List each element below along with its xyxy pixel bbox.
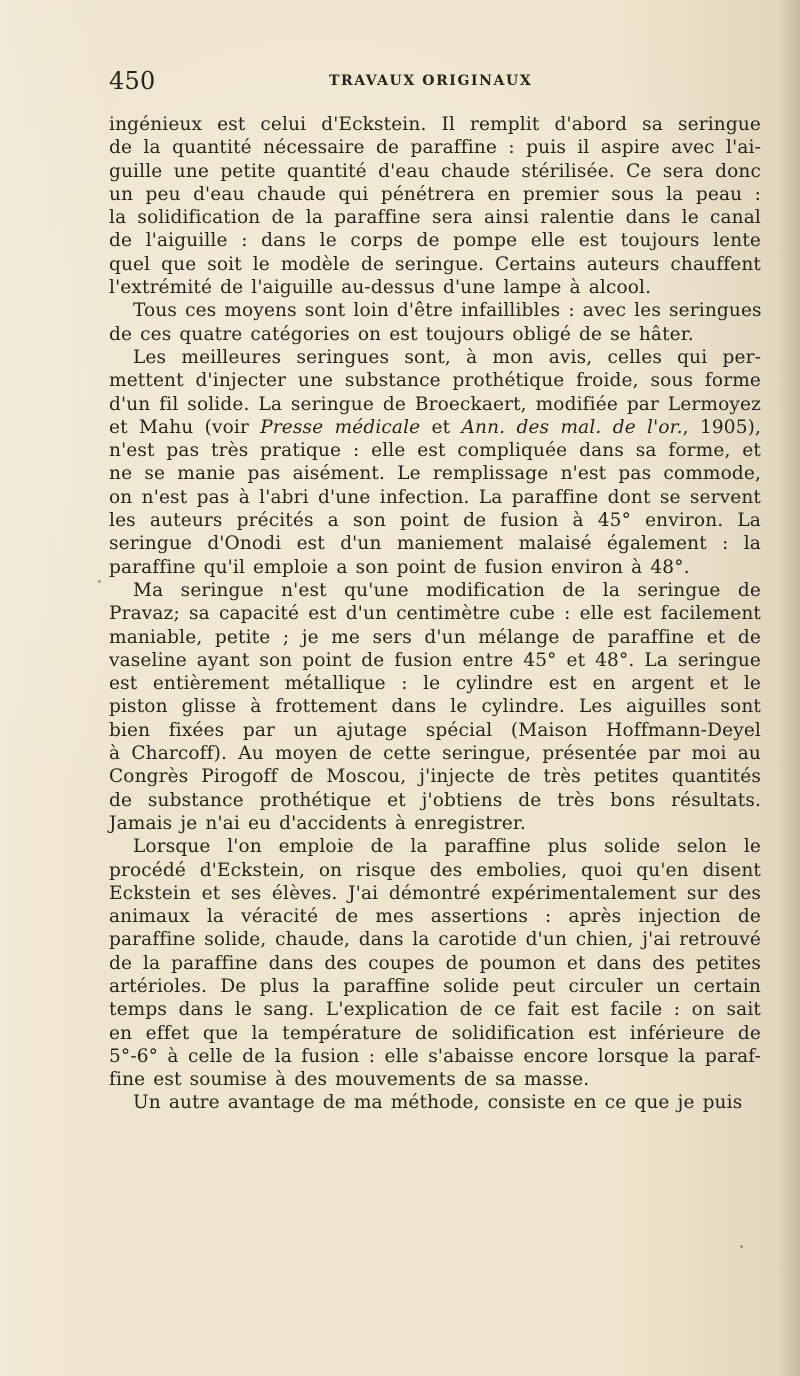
text-line-36: paraffine solide, chaude, dans la carotide d'un chien, j'ai retrouvé xyxy=(109,929,761,951)
text-line-22: Pravaz; sa capacité est d'un centimètre cube : elle est facilement xyxy=(109,603,761,625)
paragraph-start-lorsque: Lorsque l'on emploie de la paraffine plus solide selon le xyxy=(133,836,761,858)
text-line-18: les auteurs précités a son point de fusion à 45° environ. La xyxy=(109,510,761,532)
text-line-1: ingénieux est celui d'Eckstein. Il remplit d'abord sa seringue xyxy=(109,114,761,135)
text-line-10: de ces quatre catégories on est toujours obligé de se hâter. xyxy=(109,323,694,345)
text-line-25: est entièrement métallique : le cylindre est en argent et le xyxy=(109,673,761,695)
text-line-30: de substance prothétique et j'obtiens de très bons résultats. xyxy=(109,789,761,811)
citation-after-text: , 1905), xyxy=(682,416,762,438)
text-line-24: vaseline ayant son point de fusion entre 45° et 48°. La seringue xyxy=(109,649,761,671)
citation-middle-text: et xyxy=(420,416,462,438)
text-line-31: Jamais je n'ai eu d'accidents à enregistrer. xyxy=(109,812,526,834)
text-line-27: bien fixées par un ajutage spécial (Maison Hoffmann-Deyel xyxy=(109,719,761,741)
text-line-40: en effet que la température de solidification est inférieure de xyxy=(109,1022,761,1044)
scan-speck xyxy=(740,1245,743,1248)
text-line-4: un peu d'eau chaude qui pénétrera en premier sous la peau : xyxy=(109,183,761,205)
text-line-15: n'est pas très pratique : elle est compliquée dans sa forme, et xyxy=(109,440,761,462)
text-line-5: la solidification de la paraffine sera ainsi ralentie dans le canal xyxy=(109,207,761,229)
text-line-8: l'extrémité de l'aiguille au-dessus d'une lampe à alcool. xyxy=(109,277,652,299)
text-line-38: artérioles. De plus la paraffine solide peut circuler un certain xyxy=(109,975,761,997)
text-line-33: procédé d'Eckstein, on risque des embolies, quoi qu'en disent xyxy=(109,859,761,881)
citation-before-text: et Mahu (voir xyxy=(109,416,261,438)
page-edge-shadow xyxy=(778,0,800,1376)
text-line-35: animaux la véracité de mes assertions : après injection de xyxy=(109,906,761,928)
citation-annales: Ann. des mal. de l'or. xyxy=(461,416,683,438)
running-head: TRAVAUX ORIGINAUX xyxy=(329,73,533,89)
text-line-16: ne se manie pas aisément. Le remplissage n'est pas commode, xyxy=(109,463,761,485)
text-line-42: fine est soumise à des mouvements de sa masse. xyxy=(109,1069,590,1091)
text-line-26: piston glisse à frottement dans le cylindre. Les aiguilles sont xyxy=(109,696,761,718)
text-line-39: temps dans le sang. L'explication de ce fait est facile : on sait xyxy=(109,999,761,1021)
citation-presse-medicale: Presse médicale xyxy=(260,416,421,438)
article-text xyxy=(109,113,761,1115)
text-line-13: d'un fil solide. La seringue de Broeckaert, modifiée par Lermoyez xyxy=(109,393,761,415)
text-line-17: on n'est pas à l'abri d'une infection. La paraffine dont se servent xyxy=(109,486,761,508)
text-line-20: paraffine qu'il emploie a son point de fusion environ à 48°. xyxy=(109,556,690,578)
scan-speck xyxy=(98,580,101,583)
text-line-2: de la quantité nécessaire de paraffine : puis il aspire avec l'ai- xyxy=(109,137,761,159)
text-line-19: seringue d'Onodi est d'un maniement malaisé également : la xyxy=(109,533,761,555)
scan-speck xyxy=(590,919,593,922)
text-line-6: de l'aiguille : dans le corps de pompe elle est toujours lente xyxy=(109,230,761,252)
text-line-41: 5°-6° à celle de la fusion : elle s'abaisse encore lorsque la paraf- xyxy=(109,1045,761,1067)
text-line-12: mettent d'injecter une substance prothétique froide, sous forme xyxy=(109,370,761,392)
text-line-37: de la paraffine dans des coupes de poumon et dans des petites xyxy=(109,952,761,974)
text-line-28: à Charcoff). Au moyen de cette seringue, présentée par moi au xyxy=(109,743,761,765)
paragraph-start-un-autre-avantage: Un autre avantage de ma méthode, consiste en ce que je puis xyxy=(133,1092,743,1114)
text-line-3: guille une petite quantité d'eau chaude stérilisée. Ce sera donc xyxy=(109,160,761,182)
text-line-7: quel que soit le modèle de seringue. Certains auteurs chauffent xyxy=(109,253,761,275)
page-header xyxy=(109,66,757,96)
page-number: 450 xyxy=(109,67,156,95)
citation-line xyxy=(109,416,761,439)
text-line-34: Eckstein et ses élèves. J'ai démontré expérimentalement sur des xyxy=(109,882,761,904)
text-line-23: maniable, petite ; je me sers d'un mélange de paraffine et de xyxy=(109,626,761,648)
text-line-29: Congrès Pirogoff de Moscou, j'injecte de très petites quantités xyxy=(109,766,761,788)
paragraph-start-tous-ces-moyens: Tous ces moyens sont loin d'être infaillibles : avec les seringues xyxy=(133,300,762,322)
paragraph-start-les-meilleures: Les meilleures seringues sont, à mon avis, celles qui per- xyxy=(133,346,761,368)
paragraph-start-ma-seringue: Ma seringue n'est qu'une modification de la seringue de xyxy=(133,579,761,601)
